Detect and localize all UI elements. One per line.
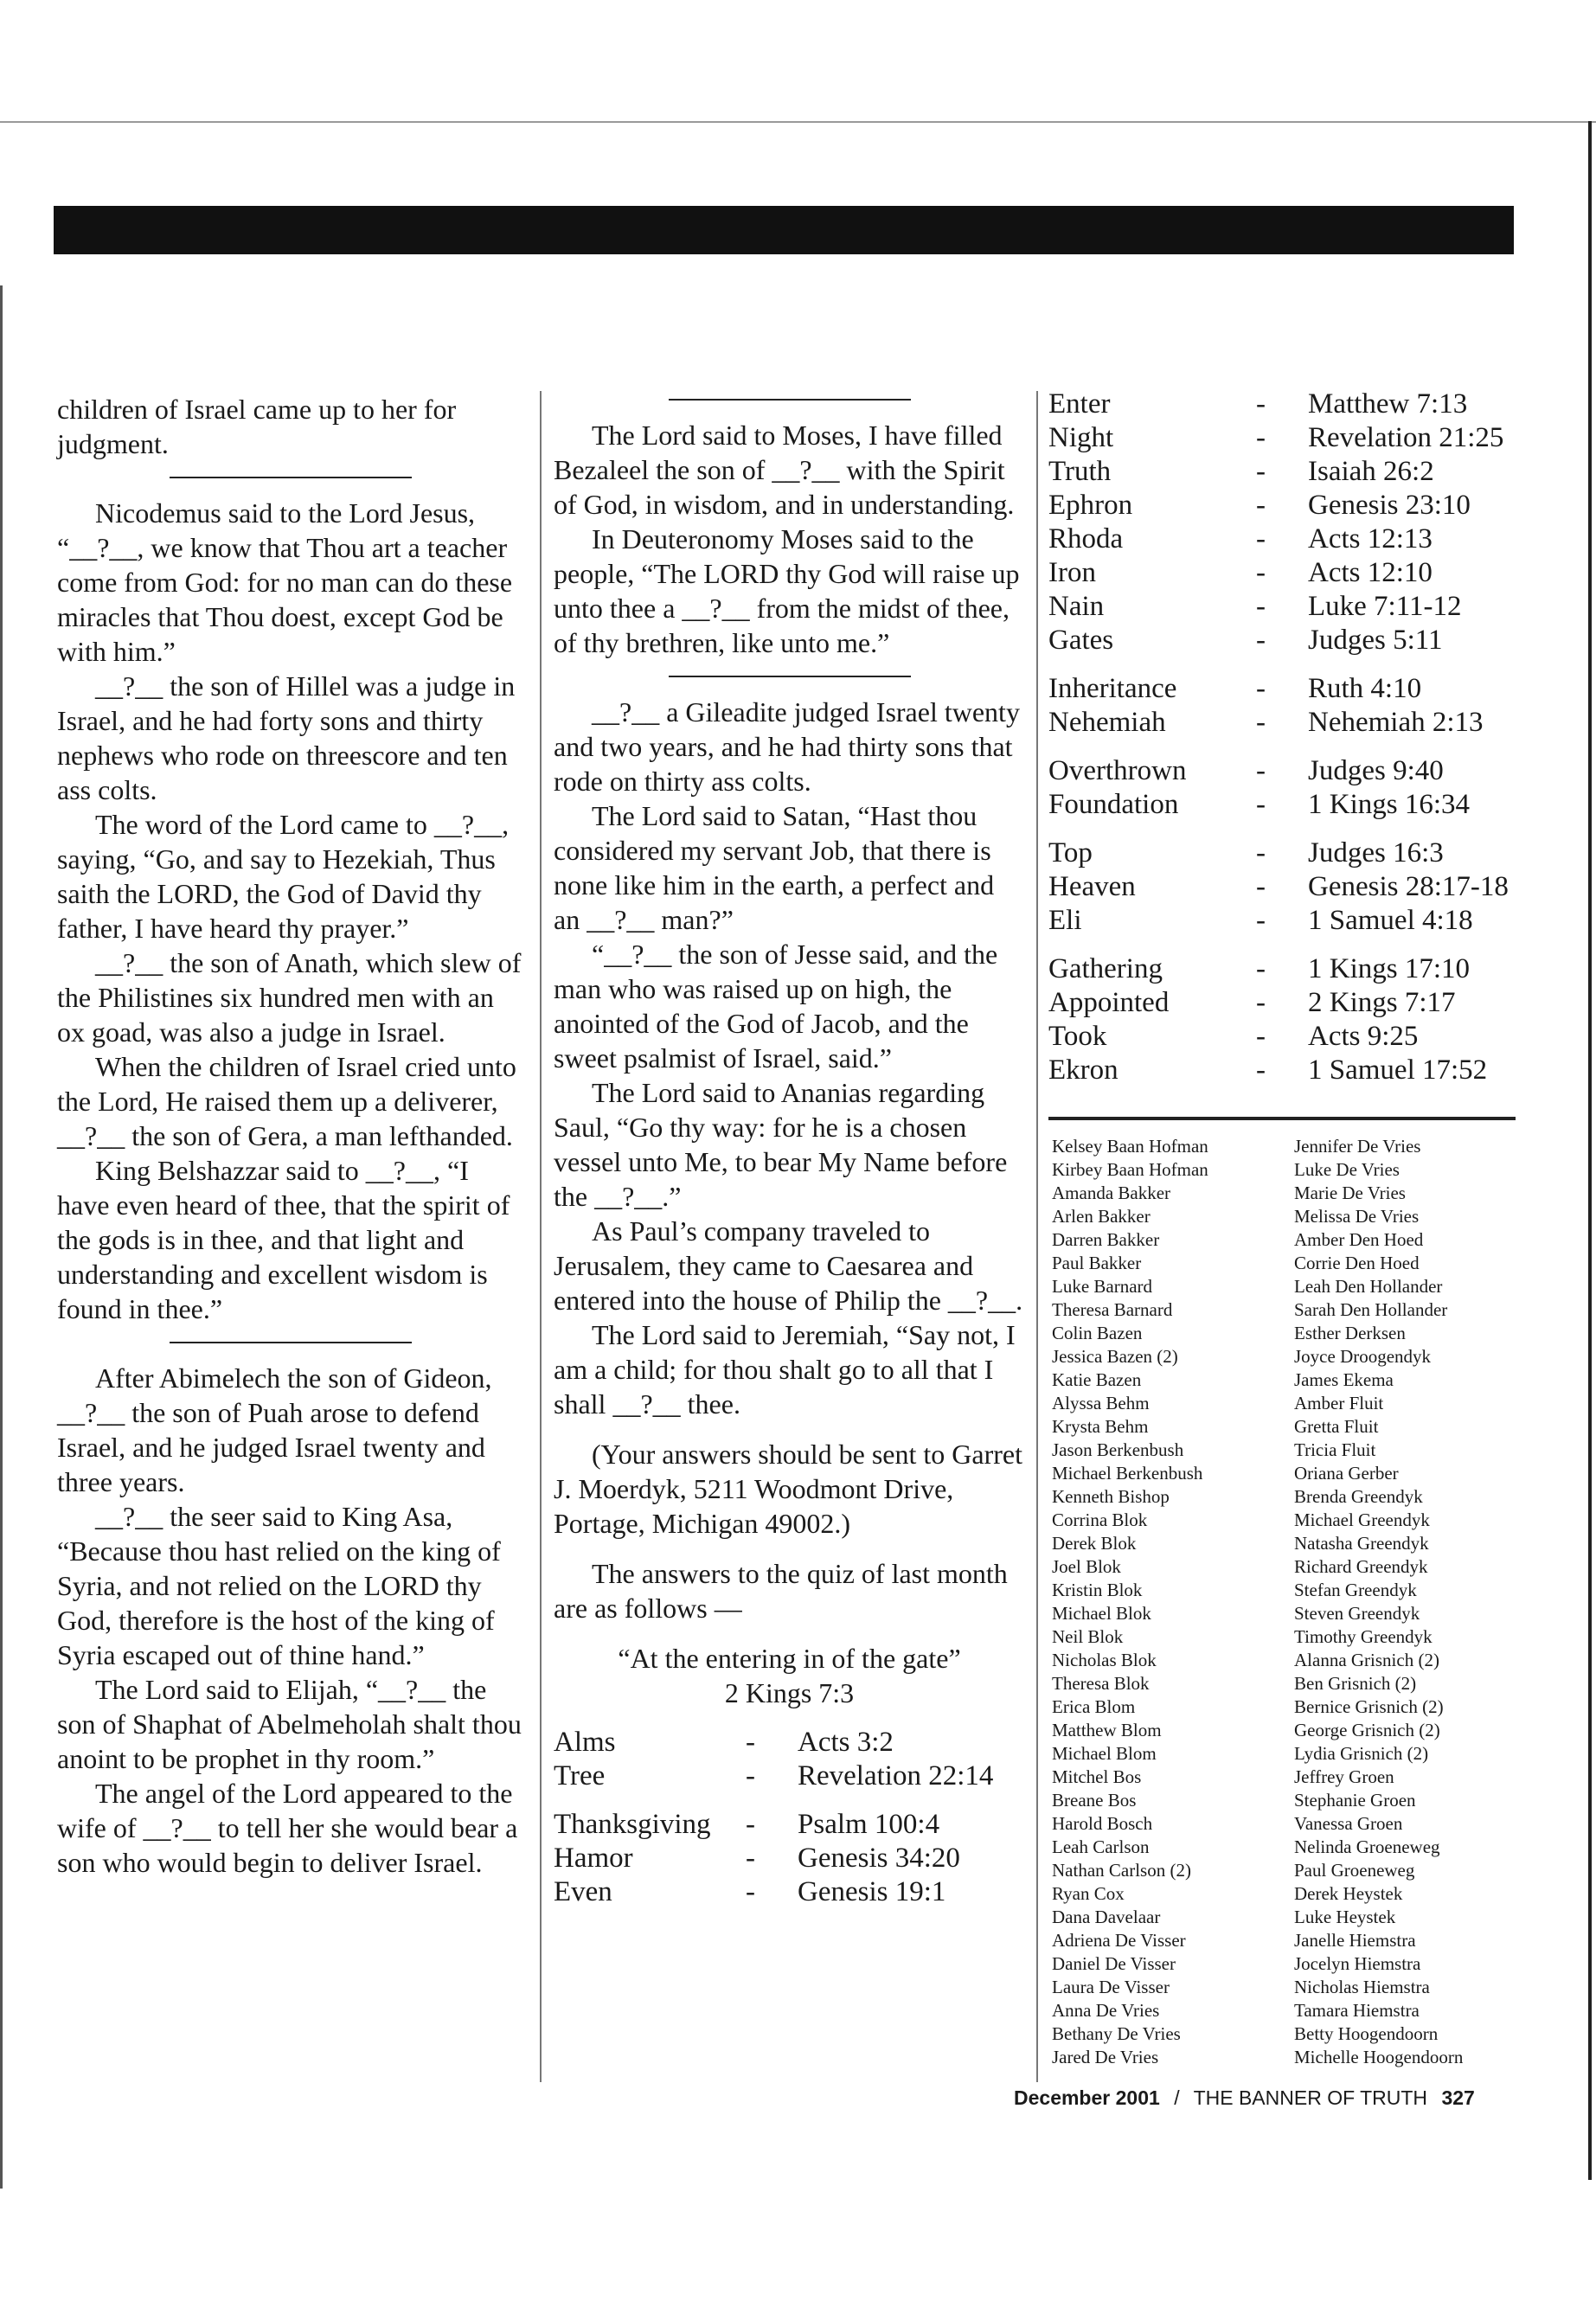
answer-word: Took — [1048, 1021, 1107, 1052]
answer-word: Ephron — [1048, 490, 1133, 521]
answer-name: Ryan Cox — [1052, 1883, 1125, 1904]
answer-dash: - — [1256, 557, 1266, 588]
answer-name: Luke De Vries — [1294, 1159, 1400, 1180]
column-2 — [554, 395, 1025, 1909]
answer-reference: Judges 9:40 — [1308, 755, 1444, 786]
answer-reference: Judges 5:11 — [1308, 625, 1443, 656]
answer-row — [1048, 388, 1533, 421]
answer-name: Jason Berkenbush — [1052, 1439, 1184, 1460]
answer-name: Kelsey Baan Hofman — [1052, 1136, 1208, 1157]
answer-name: Adriena De Visser — [1052, 1930, 1186, 1951]
quiz-paragraph: The Lord said to Elijah, “__?__ the son of Shaphat of Abelmeholah shalt thou anoint to be prophet in thy room.” — [57, 1674, 522, 1774]
answer-name: Nelinda Groeneweg — [1294, 1836, 1440, 1857]
names-right-column — [1294, 1135, 1536, 2069]
answer-word: Inheritance — [1048, 673, 1177, 704]
answer-reference: Matthew 7:13 — [1308, 388, 1468, 420]
quiz-paragraph: When the children of Israel cried unto the Lord, He raised them up a deliverer, __?__ the son of Gera, a man lefthanded. — [57, 1051, 516, 1151]
answer-name: Marie De Vries — [1294, 1183, 1406, 1203]
answer-dash: - — [1256, 1054, 1266, 1086]
answer-row — [1048, 1054, 1533, 1087]
answer-name: Leah Carlson — [1052, 1836, 1150, 1857]
answer-word: Enter — [1048, 388, 1111, 420]
answer-name: Nicholas Blok — [1052, 1650, 1157, 1670]
answer-row — [1048, 1020, 1533, 1054]
address-paragraph: (Your answers should be sent to Garret J. Moerdyk, 5211 Woodmont Drive, Portage, Michigan 49002.) — [554, 1439, 1022, 1539]
answer-reference: Acts 12:13 — [1308, 523, 1433, 554]
quiz-paragraph: “__?__ the son of Jesse said, and the man who was raised up on high, the anointed of the God of Jacob, and the sweet psalmist of Israel, said.” — [554, 939, 998, 1074]
answer-name: Jessica Bazen (2) — [1052, 1346, 1178, 1367]
column-divider-1 — [540, 391, 542, 2082]
answer-reference: 1 Samuel 17:52 — [1308, 1054, 1488, 1086]
answer-row — [1048, 952, 1533, 986]
answer-name: Erica Blom — [1052, 1696, 1136, 1717]
answer-row — [1048, 556, 1533, 590]
answer-word: Foundation — [1048, 789, 1179, 820]
answer-name: Tamara Hiemstra — [1294, 2000, 1420, 2021]
quiz-paragraph: After Abimelech the son of Gideon, __?__ the son of Puah arose to defend Israel, and he judged Israel twenty and three years. — [57, 1362, 492, 1497]
answer-name: Esther Derksen — [1294, 1323, 1406, 1343]
answer-dash: - — [1256, 905, 1266, 936]
answer-dash: - — [1256, 871, 1266, 902]
answer-name: James Ekema — [1294, 1369, 1394, 1390]
answer-list-col2 — [554, 1726, 1025, 1909]
answer-row — [1048, 754, 1533, 788]
answer-dash: - — [1256, 422, 1266, 453]
answer-name: Richard Greendyk — [1294, 1556, 1428, 1577]
footer-date: December 2001 — [1014, 2086, 1160, 2109]
answer-word: Top — [1048, 837, 1093, 868]
answers-intro: The answers to the quiz of last month are as follows — — [554, 1558, 1008, 1624]
answer-name: Betty Hoogendoorn — [1294, 2023, 1439, 2044]
answer-dash: - — [1256, 625, 1266, 656]
answer-name: Stefan Greendyk — [1294, 1580, 1417, 1600]
header-banner — [54, 206, 1514, 254]
answer-dash: - — [1256, 707, 1266, 738]
answer-name: Theresa Barnard — [1052, 1299, 1173, 1320]
answer-name: Matthew Blom — [1052, 1720, 1162, 1740]
quiz-paragraph: The angel of the Lord appeared to the wife of __?__ to tell her she would bear a son who would begin to deliver Israel. — [57, 1778, 518, 1878]
answer-dash: - — [746, 1876, 755, 1907]
answer-name: Tricia Fluit — [1294, 1439, 1376, 1460]
quiz-paragraph: Nicodemus said to the Lord Jesus, “__?__, we know that Thou art a teacher come from God: for no man can do these miracles that Thou doest, except God be with him.” — [57, 497, 513, 667]
answer-reference: 1 Kings 16:34 — [1308, 789, 1471, 820]
answer-row — [554, 1875, 1025, 1909]
answer-row — [1048, 624, 1533, 657]
left-page-edge — [0, 285, 3, 2189]
answer-name: Neil Blok — [1052, 1626, 1124, 1647]
answer-name: Michael Blom — [1052, 1743, 1157, 1764]
section-separator — [669, 676, 911, 677]
answer-reference: Genesis 34:20 — [798, 1843, 960, 1874]
answer-list-col3 — [1048, 388, 1533, 1087]
quiz-paragraph: King Belshazzar said to __?__, “I have even heard of thee, that the spirit of the gods is in thee, and that light and understanding and excellent wisdom is found in thee.” — [57, 1155, 510, 1324]
footer-page-number: 327 — [1441, 2086, 1475, 2109]
answer-dash: - — [1256, 388, 1266, 420]
answer-row — [1048, 870, 1533, 904]
answer-name: Stephanie Groen — [1294, 1790, 1416, 1811]
answer-name: Jared De Vries — [1052, 2047, 1159, 2067]
answer-row — [554, 1726, 1025, 1759]
answer-name: Leah Den Hollander — [1294, 1276, 1443, 1297]
answer-dash: - — [1256, 837, 1266, 868]
answer-dash: - — [1256, 673, 1266, 704]
answer-name: Amanda Bakker — [1052, 1183, 1171, 1203]
answer-name: Corrie Den Hoed — [1294, 1253, 1420, 1273]
answer-dash: - — [1256, 490, 1266, 521]
answer-row — [554, 1759, 1025, 1793]
answer-row — [1048, 706, 1533, 740]
right-page-edge — [1588, 121, 1592, 2180]
section-separator — [669, 399, 911, 401]
answer-name: Sarah Den Hollander — [1294, 1299, 1448, 1320]
answer-reference: Revelation 21:25 — [1308, 422, 1504, 453]
answer-name: George Grisnich (2) — [1294, 1720, 1440, 1740]
answer-name: Luke Barnard — [1052, 1276, 1153, 1297]
footer-magazine: THE BANNER OF TRUTH — [1193, 2086, 1428, 2109]
answer-word: Tree — [554, 1760, 606, 1791]
quiz-paragraph: The Lord said to Jeremiah, “Say not, I am a child; for thou shalt go to all that I shall __?__ thee. — [554, 1319, 1016, 1420]
answer-name: Timothy Greendyk — [1294, 1626, 1433, 1647]
answer-reference: Genesis 19:1 — [798, 1876, 946, 1907]
answer-name: Kristin Blok — [1052, 1580, 1143, 1600]
quiz-paragraph: As Paul’s company traveled to Jerusalem, they came to Caesarea and entered into the house of Philip the __?__. — [554, 1215, 1023, 1316]
answer-row — [1048, 522, 1533, 556]
answer-names — [1052, 1135, 1536, 2069]
answer-row — [1048, 788, 1533, 822]
answer-reference: 2 Kings 7:17 — [1308, 987, 1456, 1018]
answer-word: Night — [1048, 422, 1114, 453]
answer-reference: Acts 9:25 — [1308, 1021, 1419, 1052]
answer-name: Michael Berkenbush — [1052, 1463, 1203, 1484]
answer-name: Corrina Blok — [1052, 1509, 1148, 1530]
answer-name: Colin Bazen — [1052, 1323, 1143, 1343]
answer-reference: Psalm 100:4 — [798, 1809, 940, 1840]
answer-row — [1048, 590, 1533, 624]
names-left-column — [1052, 1135, 1294, 2069]
answer-name: Vanessa Groen — [1294, 1813, 1403, 1834]
answer-name: Derek Blok — [1052, 1533, 1137, 1554]
answer-word: Eli — [1048, 905, 1082, 936]
answer-word: Nain — [1048, 591, 1105, 622]
page-footer — [1014, 2086, 1475, 2110]
answer-reference: Revelation 22:14 — [798, 1760, 994, 1791]
answer-word: Gathering — [1048, 953, 1163, 984]
answer-dash: - — [746, 1809, 755, 1840]
answer-row — [1048, 455, 1533, 489]
answer-row — [554, 1842, 1025, 1875]
answer-word: Appointed — [1048, 987, 1170, 1018]
quiz-paragraph: __?__ a Gileadite judged Israel twenty and two years, and he had thirty sons that rode on thirty ass colts. — [554, 696, 1020, 797]
answer-dash: - — [746, 1760, 755, 1791]
answer-name: Alanna Grisnich (2) — [1294, 1650, 1439, 1670]
answer-name: Joyce Droogendyk — [1294, 1346, 1432, 1367]
answer-name: Harold Bosch — [1052, 1813, 1153, 1834]
answer-dash: - — [1256, 755, 1266, 786]
answer-name: Oriana Gerber — [1294, 1463, 1399, 1484]
answer-name: Krysta Behm — [1052, 1416, 1149, 1437]
answer-name: Michael Blok — [1052, 1603, 1151, 1624]
answer-word: Heaven — [1048, 871, 1136, 902]
answer-reference: Genesis 28:17-18 — [1308, 871, 1509, 902]
answer-dash: - — [1256, 1021, 1266, 1052]
quiz-paragraph: __?__ the son of Hillel was a judge in Israel, and he had forty sons and thirty nephews who rode on threescore and ten ass colts. — [57, 670, 516, 805]
answer-name: Paul Bakker — [1052, 1253, 1142, 1273]
top-rule — [0, 121, 1596, 123]
answer-name: Paul Groeneweg — [1294, 1860, 1415, 1881]
answer-name: Darren Bakker — [1052, 1229, 1160, 1250]
answer-quote: “At the entering in of the gate” — [618, 1643, 961, 1674]
answer-name: Bernice Grisnich (2) — [1294, 1696, 1444, 1717]
answer-name: Mitchel Bos — [1052, 1766, 1142, 1787]
answer-reference: Judges 16:3 — [1308, 837, 1444, 868]
answer-word: Nehemiah — [1048, 707, 1166, 738]
answer-name: Melissa De Vries — [1294, 1206, 1420, 1227]
answer-dash: - — [1256, 953, 1266, 984]
answer-row — [1048, 421, 1533, 455]
answer-reference: Acts 3:2 — [798, 1727, 894, 1758]
column-divider-2 — [1036, 391, 1038, 2082]
answer-word: Gates — [1048, 625, 1114, 656]
answer-reference: Acts 12:10 — [1308, 557, 1433, 588]
answer-name: Lydia Grisnich (2) — [1294, 1743, 1429, 1764]
answer-quote-ref: 2 Kings 7:3 — [724, 1677, 855, 1708]
answer-name: Kirbey Baan Hofman — [1052, 1159, 1208, 1180]
answer-row — [1048, 489, 1533, 522]
answer-reference: 1 Samuel 4:18 — [1308, 905, 1473, 936]
answer-row — [1048, 672, 1533, 706]
answer-name: Jocelyn Hiemstra — [1294, 1953, 1421, 1974]
answer-name: Dana Davelaar — [1052, 1907, 1161, 1927]
answer-dash: - — [1256, 789, 1266, 820]
answer-name: Nathan Carlson (2) — [1052, 1860, 1191, 1881]
quiz-paragraph: __?__ the son of Anath, which slew of the Philistines six hundred men with an ox goad, was also a judge in Israel. — [57, 947, 522, 1048]
answer-name: Breane Bos — [1052, 1790, 1137, 1811]
answer-word: Hamor — [554, 1843, 633, 1874]
answer-reference: Luke 7:11-12 — [1308, 591, 1462, 622]
answer-reference: Isaiah 26:2 — [1308, 456, 1434, 487]
answer-reference: Ruth 4:10 — [1308, 673, 1422, 704]
answer-name: Daniel De Visser — [1052, 1953, 1176, 1974]
answer-word: Overthrown — [1048, 755, 1187, 786]
column-1 — [57, 392, 524, 1880]
answer-name: Luke Heystek — [1294, 1907, 1396, 1927]
answer-name: Anna De Vries — [1052, 2000, 1160, 2021]
answer-name: Ben Grisnich (2) — [1294, 1673, 1417, 1694]
answer-reference: Genesis 23:10 — [1308, 490, 1471, 521]
answer-name: Janelle Hiemstra — [1294, 1930, 1416, 1951]
answer-name: Derek Heystek — [1294, 1883, 1403, 1904]
answer-word: Iron — [1048, 557, 1096, 588]
answer-name: Amber Fluit — [1294, 1393, 1384, 1413]
quiz-paragraph: The Lord said to Satan, “Hast thou considered my servant Job, that there is none like him in the earth, a perfect and an __?__ man?” — [554, 800, 995, 935]
answer-name: Katie Bazen — [1052, 1369, 1142, 1390]
answer-dash: - — [746, 1727, 755, 1758]
answer-name: Brenda Greendyk — [1294, 1486, 1423, 1507]
quiz-paragraph: The Lord said to Moses, I have filled Bezaleel the son of __?__ with the Spirit of God, in wisdom, and in understanding. — [554, 420, 1015, 520]
answer-name: Bethany De Vries — [1052, 2023, 1181, 2044]
answer-word: Rhoda — [1048, 523, 1124, 554]
answer-name: Alyssa Behm — [1052, 1393, 1150, 1413]
answer-name: Arlen Bakker — [1052, 1206, 1151, 1227]
answer-word: Alms — [554, 1727, 616, 1758]
names-rule — [1048, 1117, 1516, 1120]
answer-dash: - — [1256, 987, 1266, 1018]
answer-dash: - — [1256, 523, 1266, 554]
answer-row — [1048, 904, 1533, 938]
answer-name: Gretta Fluit — [1294, 1416, 1379, 1437]
section-separator — [170, 1342, 412, 1343]
section-separator — [170, 477, 412, 478]
answer-name: Joel Blok — [1052, 1556, 1121, 1577]
quiz-paragraph: children of Israel came up to her for judgment. — [57, 394, 457, 459]
answer-name: Jennifer De Vries — [1294, 1136, 1421, 1157]
answer-word: Even — [554, 1876, 612, 1907]
answer-name: Michael Greendyk — [1294, 1509, 1430, 1530]
answer-name: Nicholas Hiemstra — [1294, 1977, 1430, 1997]
answer-row — [1048, 836, 1533, 870]
answer-word: Thanksgiving — [554, 1809, 711, 1840]
footer-separator: / — [1174, 2086, 1180, 2109]
answer-name: Theresa Blok — [1052, 1673, 1150, 1694]
answer-name: Kenneth Bishop — [1052, 1486, 1170, 1507]
quiz-paragraph: In Deuteronomy Moses said to the people, “The LORD thy God will raise up unto thee a __?__ from the midst of thee, of thy brethren, like unto me.” — [554, 523, 1020, 658]
answer-reference: 1 Kings 17:10 — [1308, 953, 1471, 984]
answer-dash: - — [746, 1843, 755, 1874]
answer-row — [1048, 986, 1533, 1020]
answer-name: Natasha Greendyk — [1294, 1533, 1429, 1554]
answer-reference: Nehemiah 2:13 — [1308, 707, 1484, 738]
quiz-paragraph: The word of the Lord came to __?__, saying, “Go, and say to Hezekiah, Thus saith the LORD, the God of David thy father, I have heard thy prayer.” — [57, 809, 510, 944]
answer-name: Laura De Visser — [1052, 1977, 1170, 1997]
answer-name: Steven Greendyk — [1294, 1603, 1420, 1624]
answer-name: Amber Den Hoed — [1294, 1229, 1424, 1250]
answer-word: Ekron — [1048, 1054, 1118, 1086]
answer-dash: - — [1256, 591, 1266, 622]
quiz-paragraph: __?__ the seer said to King Asa, “Because thou hast relied on the king of Syria, and not relied on the LORD thy God, therefore is the host of the king of Syria escaped out of thine hand.” — [57, 1501, 501, 1670]
answer-dash: - — [1256, 456, 1266, 487]
answer-word: Truth — [1048, 456, 1112, 487]
answer-row — [554, 1808, 1025, 1842]
quiz-paragraph: The Lord said to Ananias regarding Saul, “Go thy way: for he is a chosen vessel unto Me, to bear My Name before the __?__.” — [554, 1077, 1008, 1212]
answer-name: Jeffrey Groen — [1294, 1766, 1394, 1787]
answer-name: Michelle Hoogendoorn — [1294, 2047, 1464, 2067]
